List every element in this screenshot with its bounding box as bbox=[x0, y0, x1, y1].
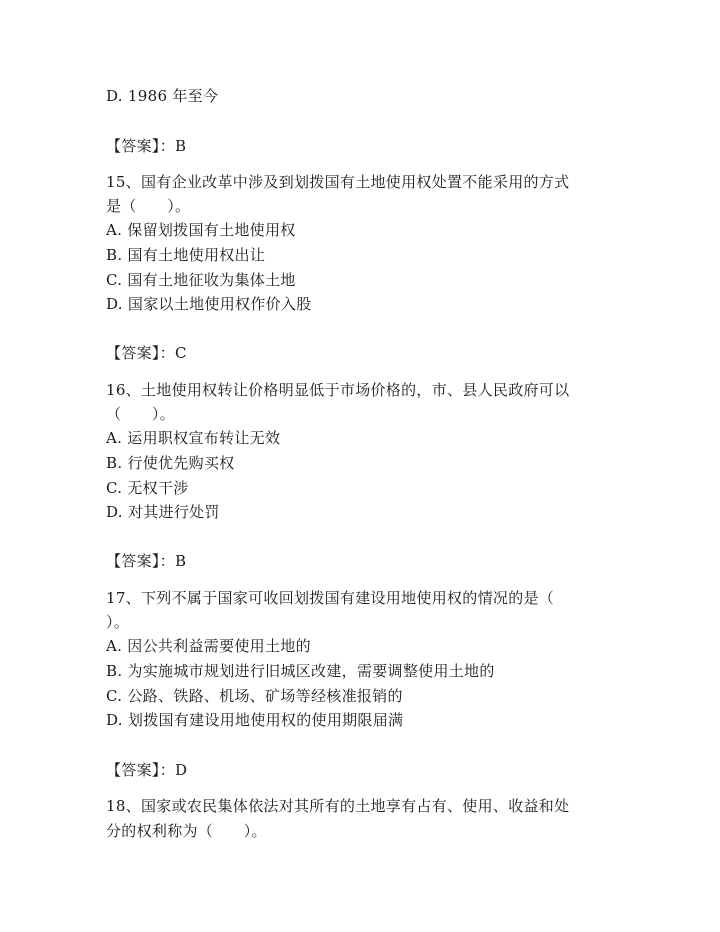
question-stem: 16、土地使用权转让价格明显低于市场价格的，市、县人民政府可以 bbox=[106, 381, 570, 399]
answer: 【答案】：B bbox=[106, 552, 187, 570]
question-stem-cont: （ ）。 bbox=[106, 405, 176, 423]
option-a: A. 运用职权宣布转让无效 bbox=[106, 429, 281, 447]
option-b: B. 国有土地使用权出让 bbox=[106, 246, 266, 264]
question-stem: 15、国有企业改革中涉及到划拨国有土地使用权处置不能采用的方式 bbox=[106, 173, 570, 191]
option-b: B. 为实施城市规划进行旧城区改建，需要调整使用土地的 bbox=[106, 662, 495, 680]
prev-answer: 【答案】：B bbox=[106, 137, 187, 155]
question-stem: 18、国家或农民集体依法对其所有的土地享有占有、使用、收益和处 bbox=[106, 797, 570, 815]
option-d: D. 划拨国有建设用地使用权的使用期限届满 bbox=[106, 711, 404, 729]
question-stem-cont: 是（ ）。 bbox=[106, 197, 191, 215]
option-c: C. 国有土地征收为集体土地 bbox=[106, 271, 296, 289]
option-a: A. 保留划拨国有土地使用权 bbox=[106, 221, 296, 239]
option-a: A. 因公共利益需要使用土地的 bbox=[106, 637, 311, 655]
question-stem: 17、下列不属于国家可收回划拨国有建设用地使用权的情况的是（ bbox=[106, 589, 555, 607]
option-d: D. 对其进行处罚 bbox=[106, 503, 220, 521]
answer: 【答案】：D bbox=[106, 761, 188, 779]
option-c: C. 公路、铁路、机场、矿场等经核准报销的 bbox=[106, 687, 403, 705]
option-c: C. 无权干涉 bbox=[106, 479, 189, 497]
option-d: D. 国家以土地使用权作价入股 bbox=[106, 295, 312, 313]
question-stem-cont: 分的权利称为（ ）。 bbox=[106, 822, 267, 840]
option-b: B. 行使优先购买权 bbox=[106, 454, 235, 472]
question-stem-cont: ）。 bbox=[106, 613, 130, 631]
answer: 【答案】：C bbox=[106, 344, 187, 362]
prev-option-d: D. 1986 年至今 bbox=[106, 87, 219, 105]
